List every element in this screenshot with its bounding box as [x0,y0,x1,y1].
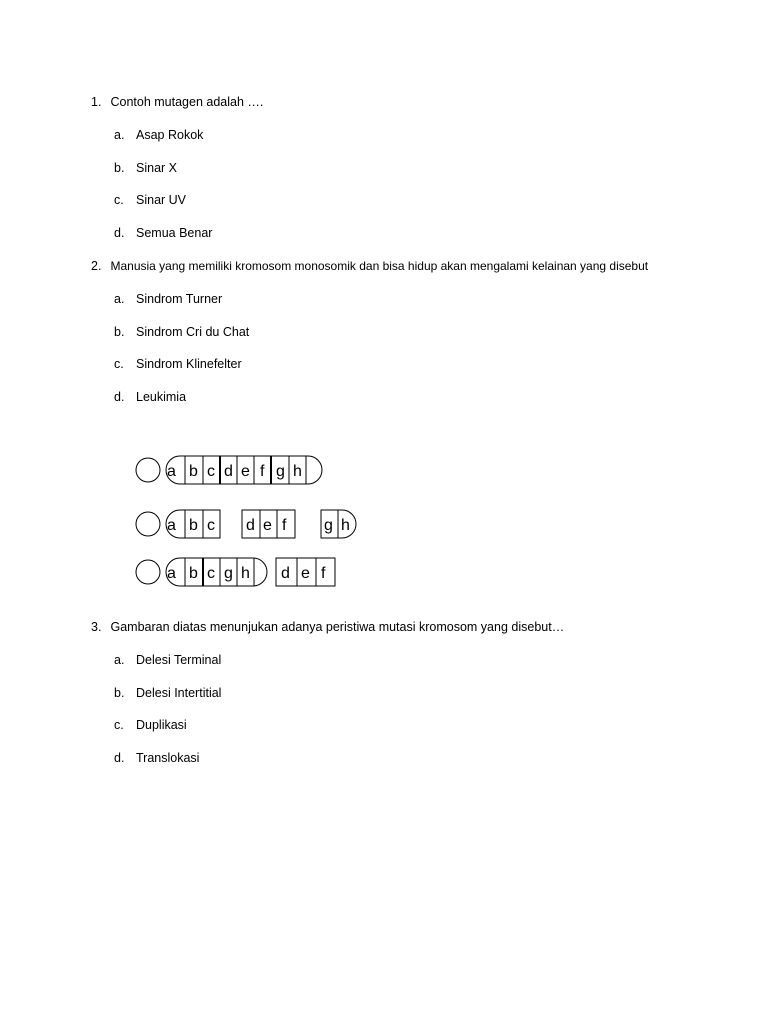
option-1b [114,160,177,176]
gene-label: e [301,565,310,582]
question-number: 3. [91,620,102,634]
gene-label: h [241,565,250,582]
option-text: Translokasi [136,751,200,765]
option-text: Delesi Terminal [136,653,222,667]
gene-label: c [207,463,215,480]
option-3b [114,685,221,701]
gene-label: g [224,565,233,582]
option-2c [114,356,242,372]
gene-label: c [207,565,215,582]
option-letter: a. [114,653,125,667]
option-3d [114,750,199,766]
option-letter: c. [114,357,124,371]
gene-label: a [167,517,176,534]
centromere-row3 [136,560,160,584]
gene-label: b [189,565,198,582]
option-letter: c. [114,718,124,732]
option-letter: c. [114,193,124,207]
question-number: 2. [91,259,102,273]
option-text: Asap Rokok [136,128,204,142]
option-2b [114,324,249,340]
question-text: Gambaran diatas menunjukan adanya peristiwa mutasi kromosom yang disebut… [110,620,565,634]
chromosome-row3-segment1 [166,558,267,586]
centromere-row1 [136,458,160,482]
option-letter: d. [114,226,125,240]
gene-label: e [263,517,272,534]
option-text: Sindrom Klinefelter [136,357,242,371]
gene-label: d [246,517,255,534]
chromosome-diagram [130,446,370,596]
gene-label: f [282,517,287,534]
option-letter: a. [114,128,125,142]
option-letter: b. [114,161,125,175]
gene-label: g [276,463,285,480]
question-text: Manusia yang memiliki kromosom monosomik dan bisa hidup akan mengalami kelainan yang disebut [110,259,649,273]
gene-label: d [224,463,233,480]
option-letter: b. [114,325,125,339]
gene-label: e [241,463,250,480]
gene-label: f [321,565,326,582]
question-2 [91,258,648,274]
gene-label: h [293,463,302,480]
option-3a [114,652,221,668]
question-3 [91,619,564,635]
centromere-row2 [136,512,160,536]
chromosome-figure [130,446,370,596]
gene-label: d [281,565,290,582]
option-2a [114,291,222,307]
option-text: Leukimia [136,390,187,404]
gene-label: a [167,463,176,480]
gene-label: b [189,463,198,480]
option-text: Duplikasi [136,718,187,732]
gene-label: h [341,517,350,534]
gene-label: f [260,463,265,480]
option-letter: d. [114,751,125,765]
option-text: Sinar X [136,161,177,175]
gene-label: b [189,517,198,534]
option-letter: d. [114,390,125,404]
option-text: Sinar UV [136,193,187,207]
question-number: 1. [91,95,102,109]
option-1a [114,127,203,143]
gene-label: c [207,517,215,534]
question-1 [91,94,263,110]
option-text: Semua Benar [136,226,213,240]
option-letter: b. [114,686,125,700]
option-1d [114,225,212,241]
gene-label: g [324,517,333,534]
option-1c [114,192,186,208]
option-text: Sindrom Turner [136,292,223,306]
option-2d [114,389,186,405]
gene-label: a [167,565,176,582]
question-text: Contoh mutagen adalah …. [110,95,264,109]
option-3c [114,717,187,733]
option-text: Sindrom Cri du Chat [136,325,250,339]
option-text: Delesi Intertitial [136,686,222,700]
option-letter: a. [114,292,125,306]
